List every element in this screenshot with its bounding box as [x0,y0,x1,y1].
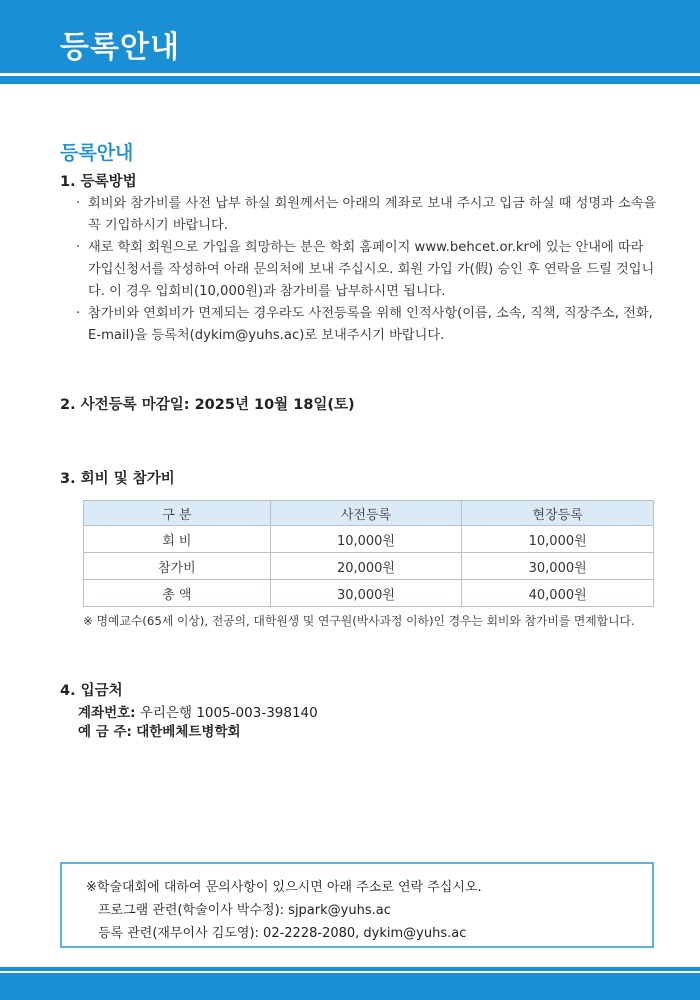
item-title-deadline: 2. 사전등록 마감일: 2025년 10월 18일(토) [60,397,355,413]
contact-box [60,862,654,948]
fee-table-header-pre-registration: 사전등록 [270,501,462,526]
bullet-marker: · [76,240,81,255]
fee-row-onsite: 10,000원 [462,526,654,553]
bullet-text: 새로 학회 회원으로 가입을 희망하는 분은 학회 홈페이지 www.behcet.or.kr에 있는 안내에 따라 가입신청서를 작성하여 아래 문의처에 보내 주십시오. 회원 가입 가(假) 승인 후 연락을 드릴 것입니다. 이 경우 입회비(10,000원)과 참가비를 납부하시면 됩니다. [88,240,655,299]
payment-holder-value: 대한베체트병학회 [136,724,241,740]
item-title-payment: 4. 입금처 [60,683,123,699]
bottom-stripe [0,967,700,971]
crop-mark-top-left [0,8,8,9]
banner-title: 등록안내 [60,30,180,65]
fee-table [83,500,654,607]
payment-account-value: 우리은행 1005-003-398140 [139,705,318,721]
bottom-banner [0,973,700,1000]
bullet-new-member [76,237,658,303]
crop-mark-top-right [692,8,700,9]
fee-row-pre: 30,000원 [270,580,462,607]
fee-row-pre: 10,000원 [270,526,462,553]
fee-row-onsite: 40,000원 [462,580,654,607]
table-row [84,526,654,553]
bullet-marker: · [76,196,81,211]
fee-table-header-onsite-registration: 현장등록 [462,501,654,526]
payment-account [78,703,318,723]
section-heading: 등록안내 [60,142,134,164]
bullet-text: 참가비와 연회비가 면제되는 경우라도 사전등록을 위해 인적사항(이름, 소속, 직책, 직장주소, 전화, E-mail)을 등록처(dykim@yuhs.ac)로 보내주시기 바랍니다. [88,306,653,343]
item-title-registration-method: 1. 등록방법 [60,174,137,190]
fee-row-label: 총 액 [84,580,271,607]
fee-row-label: 참가비 [84,553,271,580]
contact-program: 프로그램 관련(학술이사 박수정): sjpark@yuhs.ac [98,903,391,918]
bullet-advance-payment [76,193,658,237]
fee-table-header-category: 구 분 [84,501,271,526]
item-title-fees: 3. 회비 및 참가비 [60,471,175,487]
fee-row-onsite: 30,000원 [462,553,654,580]
contact-registration: 등록 관련(재무이사 김도영): 02-2228-2080, dykim@yuhs.ac [98,926,467,941]
payment-account-label: 계좌번호: [78,705,136,721]
contact-intro: ※학술대회에 대하여 문의사항이 있으시면 아래 주소로 연락 주십시오. [86,880,482,895]
payment-holder [78,722,241,742]
table-row [84,580,654,607]
top-stripe [0,76,700,84]
fee-exemption-note: ※ 명예교수(65세 이상), 전공의, 대학원생 및 연구원(박사과정 이하)인 경우는 회비와 참가비를 면제합니다. [83,614,635,628]
fee-row-pre: 20,000원 [270,553,462,580]
bullet-text: 회비와 참가비를 사전 납부 하실 회원께서는 아래의 계좌로 보내 주시고 입금 하실 때 성명과 소속을 꼭 기입하시기 바랍니다. [88,196,657,233]
bullet-marker: · [76,306,81,321]
bullet-exempt-registration [76,303,658,347]
payment-holder-label: 예 금 주: [78,724,132,740]
fee-table-header-row [84,501,654,526]
fee-row-label: 회 비 [84,526,271,553]
table-row [84,553,654,580]
